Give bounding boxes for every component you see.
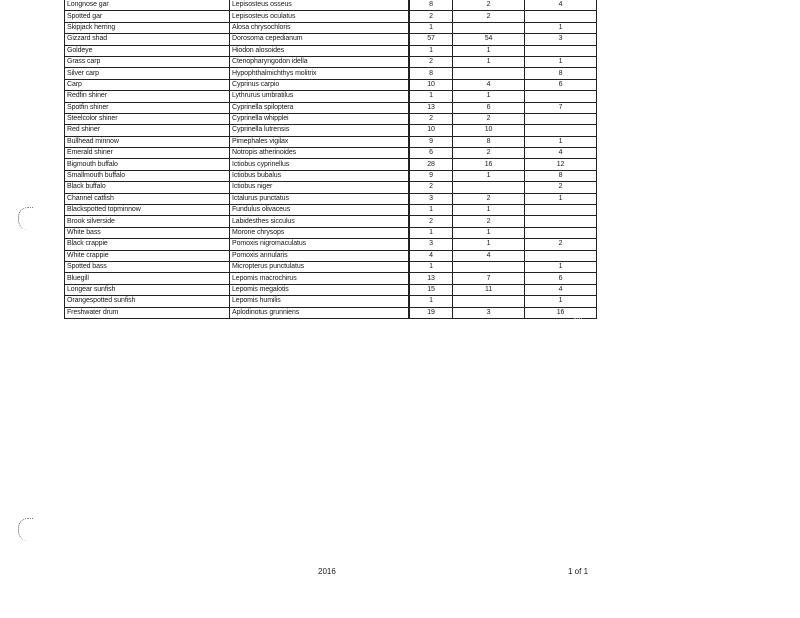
table-row	[65, 239, 597, 250]
cell-common-name: Black buffalo	[65, 182, 230, 193]
cell-count-b: 16	[453, 159, 525, 170]
table-row	[65, 182, 597, 193]
cell-count-b: 2	[453, 193, 525, 204]
cell-count-b: 1	[453, 205, 525, 216]
cell-count-total: 1	[409, 22, 453, 33]
cell-count-c: 1	[525, 261, 597, 272]
cell-common-name: Steelcolor shiner	[65, 113, 230, 124]
cell-common-name: White bass	[65, 227, 230, 238]
cell-common-name: Redfin shiner	[65, 91, 230, 102]
cell-count-b: 2	[453, 113, 525, 124]
table-row	[65, 68, 597, 79]
table-row	[65, 307, 597, 318]
table-row	[65, 227, 597, 238]
cell-common-name: Bluegill	[65, 273, 230, 284]
cell-common-name: Bullhead minnow	[65, 136, 230, 147]
cell-common-name: Smallmouth buffalo	[65, 170, 230, 181]
cell-count-total: 1	[409, 45, 453, 56]
table-row	[65, 273, 597, 284]
table-row	[65, 91, 597, 102]
cell-count-c: 2	[525, 239, 597, 250]
cell-count-total: 2	[409, 56, 453, 67]
cell-common-name: Longear sunfish	[65, 284, 230, 295]
cell-count-b	[453, 182, 525, 193]
cell-count-c	[525, 205, 597, 216]
table-row	[65, 250, 597, 261]
cell-scientific-name: Morone chrysops	[230, 227, 410, 238]
cell-count-c	[525, 250, 597, 261]
cell-count-c: 1	[525, 296, 597, 307]
cell-count-c: 8	[525, 68, 597, 79]
cell-count-c: 12	[525, 159, 597, 170]
cell-count-total: 6	[409, 148, 453, 159]
cell-common-name: Silver carp	[65, 68, 230, 79]
cell-common-name: Longnose gar	[65, 0, 230, 11]
table-row	[65, 22, 597, 33]
cell-count-total: 57	[409, 34, 453, 45]
cell-count-total: 1	[409, 261, 453, 272]
cell-count-b: 4	[453, 250, 525, 261]
cell-count-b: 7	[453, 273, 525, 284]
cell-count-b: 8	[453, 136, 525, 147]
table-row	[65, 216, 597, 227]
cell-count-c: 8	[525, 170, 597, 181]
cell-scientific-name: Lepomis megalotis	[230, 284, 410, 295]
cell-count-total: 13	[409, 273, 453, 284]
cell-count-total: 15	[409, 284, 453, 295]
cell-count-total: 1	[409, 227, 453, 238]
cell-count-b: 2	[453, 11, 525, 22]
cell-common-name: Bigmouth buffalo	[65, 159, 230, 170]
cell-count-total: 13	[409, 102, 453, 113]
cell-common-name: Spotted gar	[65, 11, 230, 22]
cell-scientific-name: Cyprinella spiloptera	[230, 102, 410, 113]
cell-count-total: 2	[409, 11, 453, 22]
cell-count-b	[453, 296, 525, 307]
cell-count-total: 2	[409, 216, 453, 227]
cell-count-c	[525, 45, 597, 56]
table-row	[65, 0, 597, 11]
cell-scientific-name: Pomoxis annularis	[230, 250, 410, 261]
footer-year: 2016	[318, 567, 336, 576]
table-row	[65, 284, 597, 295]
cell-scientific-name: Cyprinella lutrensis	[230, 125, 410, 136]
cell-count-c: 4	[525, 148, 597, 159]
cell-common-name: Red shiner	[65, 125, 230, 136]
cell-count-total: 3	[409, 239, 453, 250]
cell-count-c: 1	[525, 193, 597, 204]
cell-count-total: 1	[409, 91, 453, 102]
cell-common-name: White crappie	[65, 250, 230, 261]
table-row	[65, 261, 597, 272]
cell-count-c: 4	[525, 284, 597, 295]
cell-count-c	[525, 11, 597, 22]
cell-scientific-name: Aplodinotus grunniens	[230, 307, 410, 318]
cell-scientific-name: Ictiobus niger	[230, 182, 410, 193]
cell-scientific-name: Lepisosteus osseus	[230, 0, 410, 11]
cell-count-total: 3	[409, 193, 453, 204]
scan-artifact-tick	[574, 318, 582, 320]
cell-count-c: 6	[525, 79, 597, 90]
species-table	[64, 0, 597, 319]
cell-common-name: Freshwater drum	[65, 307, 230, 318]
cell-count-total: 1	[409, 205, 453, 216]
cell-common-name: Spotted bass	[65, 261, 230, 272]
cell-scientific-name: Lythrurus umbratilus	[230, 91, 410, 102]
cell-common-name: Carp	[65, 79, 230, 90]
table-row	[65, 148, 597, 159]
cell-scientific-name: Hypophthalmichthys molitrix	[230, 68, 410, 79]
cell-scientific-name: Ctenopharyngodon idella	[230, 56, 410, 67]
cell-count-b: 2	[453, 216, 525, 227]
cell-common-name: Emerald shiner	[65, 148, 230, 159]
cell-count-b: 1	[453, 239, 525, 250]
cell-scientific-name: Ictalurus punctatus	[230, 193, 410, 204]
cell-scientific-name: Cyprinella whipplei	[230, 113, 410, 124]
table-row	[65, 205, 597, 216]
cell-common-name: Blackspotted topminnow	[65, 205, 230, 216]
cell-count-total: 8	[409, 68, 453, 79]
cell-count-b: 6	[453, 102, 525, 113]
cell-count-total: 1	[409, 296, 453, 307]
cell-count-b: 54	[453, 34, 525, 45]
cell-count-total: 10	[409, 79, 453, 90]
cell-scientific-name: Fundulus olivaceus	[230, 205, 410, 216]
table-row	[65, 296, 597, 307]
cell-scientific-name: Cyprinus carpio	[230, 79, 410, 90]
cell-count-c	[525, 113, 597, 124]
table-row	[65, 159, 597, 170]
cell-common-name: Orangespotted sunfish	[65, 296, 230, 307]
cell-count-total: 2	[409, 182, 453, 193]
cell-common-name: Goldeye	[65, 45, 230, 56]
cell-count-total: 4	[409, 250, 453, 261]
cell-common-name: Spotfin shiner	[65, 102, 230, 113]
cell-count-c: 1	[525, 22, 597, 33]
cell-count-total: 9	[409, 136, 453, 147]
cell-count-total: 28	[409, 159, 453, 170]
scan-artifact-mark	[18, 518, 33, 541]
cell-scientific-name: Hiodon alosoides	[230, 45, 410, 56]
cell-count-c: 6	[525, 273, 597, 284]
cell-count-c	[525, 125, 597, 136]
cell-count-c: 1	[525, 56, 597, 67]
table-row	[65, 193, 597, 204]
cell-scientific-name: Notropis atherinoides	[230, 148, 410, 159]
cell-scientific-name: Dorosoma cepedianum	[230, 34, 410, 45]
table-row	[65, 11, 597, 22]
table-row	[65, 170, 597, 181]
cell-count-b: 1	[453, 170, 525, 181]
cell-count-c: 2	[525, 182, 597, 193]
cell-count-b: 4	[453, 79, 525, 90]
cell-scientific-name: Pomoxis nigromaculatus	[230, 239, 410, 250]
cell-scientific-name: Alosa chrysochloris	[230, 22, 410, 33]
cell-count-c	[525, 216, 597, 227]
footer-page-number: 1 of 1	[568, 567, 589, 576]
cell-scientific-name: Ictiobus cyprinellus	[230, 159, 410, 170]
table-row	[65, 102, 597, 113]
cell-count-b: 3	[453, 307, 525, 318]
cell-count-c	[525, 227, 597, 238]
cell-count-b: 10	[453, 125, 525, 136]
cell-scientific-name: Lepomis macrochirus	[230, 273, 410, 284]
cell-count-c	[525, 91, 597, 102]
table-row	[65, 113, 597, 124]
cell-count-c: 7	[525, 102, 597, 113]
cell-count-b: 1	[453, 227, 525, 238]
cell-count-c: 4	[525, 0, 597, 11]
cell-scientific-name: Ictiobus bubalus	[230, 170, 410, 181]
table-row	[65, 45, 597, 56]
cell-common-name: Black crappie	[65, 239, 230, 250]
cell-scientific-name: Micropterus punctulatus	[230, 261, 410, 272]
table-row	[65, 136, 597, 147]
table-row	[65, 56, 597, 67]
cell-count-total: 19	[409, 307, 453, 318]
cell-common-name: Skipjack herring	[65, 22, 230, 33]
table-row	[65, 125, 597, 136]
cell-count-total: 2	[409, 113, 453, 124]
cell-count-total: 10	[409, 125, 453, 136]
cell-count-c: 16	[525, 307, 597, 318]
cell-common-name: Brook silverside	[65, 216, 230, 227]
cell-count-c: 3	[525, 34, 597, 45]
cell-count-b: 1	[453, 56, 525, 67]
cell-common-name: Channel catfish	[65, 193, 230, 204]
cell-common-name: Gizzard shad	[65, 34, 230, 45]
cell-scientific-name: Labidesthes sicculus	[230, 216, 410, 227]
cell-count-b: 11	[453, 284, 525, 295]
cell-count-b: 2	[453, 0, 525, 11]
cell-count-b	[453, 261, 525, 272]
cell-count-b: 1	[453, 91, 525, 102]
cell-count-total: 8	[409, 0, 453, 11]
scan-artifact-mark	[18, 207, 33, 230]
cell-count-total: 9	[409, 170, 453, 181]
cell-count-b	[453, 68, 525, 79]
cell-count-c: 1	[525, 136, 597, 147]
cell-scientific-name: Lepomis humilis	[230, 296, 410, 307]
species-table-body	[65, 0, 597, 318]
cell-count-b: 1	[453, 45, 525, 56]
cell-scientific-name: Pimephales vigilax	[230, 136, 410, 147]
cell-count-b	[453, 22, 525, 33]
table-row	[65, 79, 597, 90]
cell-scientific-name: Lepisosteus oculatus	[230, 11, 410, 22]
cell-count-b: 2	[453, 148, 525, 159]
cell-common-name: Grass carp	[65, 56, 230, 67]
table-row	[65, 34, 597, 45]
